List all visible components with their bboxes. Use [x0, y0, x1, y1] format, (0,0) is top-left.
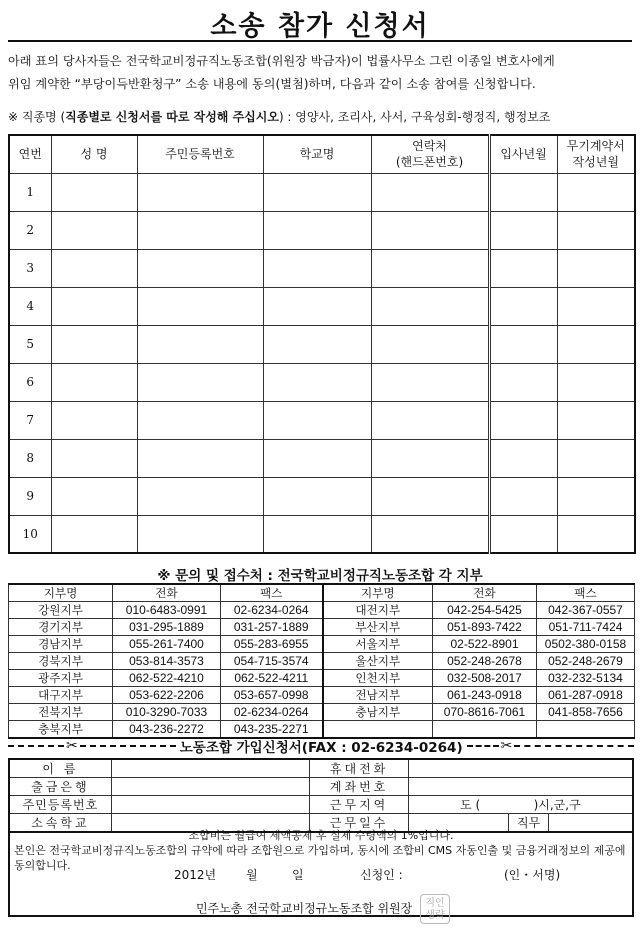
cell-hire-date[interactable] — [489, 401, 557, 439]
cell-hire-date[interactable] — [489, 173, 557, 211]
cell-name[interactable] — [51, 249, 137, 287]
header-hire-date: 입사년월 — [489, 135, 557, 173]
applicant-table — [8, 134, 636, 554]
cell-hire-date[interactable] — [489, 477, 557, 515]
cell-hire-date[interactable] — [489, 211, 557, 249]
cell-school[interactable] — [263, 211, 371, 249]
contact-header-tel: 전화 — [113, 584, 221, 602]
intro-paragraph — [8, 50, 636, 96]
applicant-row — [9, 401, 635, 439]
cell-seq: 1 — [9, 173, 51, 211]
cell-resident-number[interactable] — [137, 325, 263, 363]
cell-contract-date[interactable] — [557, 211, 635, 249]
branch-name: 강원지부 — [9, 602, 113, 619]
contact-row — [9, 687, 635, 704]
agreement-note: 본인은 전국학교비정규직노동조합의 규약에 따라 조합원으로 가입하며, 동시에 조합비 CMS 자동인출 및 금융거래정보의 제공에 동의합니다. — [14, 844, 626, 872]
label-phone: 휴대전화 — [310, 759, 408, 778]
label-account: 계좌번호 — [310, 778, 408, 796]
membership-form-title: 노동조합 가입신청서(FAX : 02-6234-0264) — [179, 740, 463, 756]
branch-name: 울산지부 — [323, 653, 433, 670]
cell-hire-date[interactable] — [489, 287, 557, 325]
applicant-row — [9, 439, 635, 477]
applicant-row — [9, 363, 635, 401]
cell-contract-date[interactable] — [557, 515, 635, 553]
branch-tel: 052-248-2678 — [433, 653, 537, 670]
branch-fax: 051-711-7424 — [537, 619, 635, 636]
cell-resident-number[interactable] — [137, 173, 263, 211]
cell-hire-date[interactable] — [489, 249, 557, 287]
branch-contact-table — [8, 583, 635, 739]
fee-note: 조합비는 월급여 세액공제 후 실제 수령액의 1%입니다. — [188, 829, 454, 842]
cell-contract-date[interactable] — [557, 439, 635, 477]
branch-tel: 031-295-1889 — [113, 619, 221, 636]
seal-stamp: 직인 생략 — [420, 894, 450, 924]
label-resident: 주민등록번호 — [9, 796, 111, 814]
cell-contact[interactable] — [371, 515, 489, 553]
branch-fax: 052-248-2679 — [537, 653, 635, 670]
cell-contact[interactable] — [371, 287, 489, 325]
applicant-table-header — [9, 135, 635, 173]
date-day: 일 — [292, 868, 304, 882]
date-month: 월 — [246, 868, 258, 882]
cell-name[interactable] — [51, 439, 137, 477]
branch-fax: 042-367-0557 — [537, 602, 635, 619]
membership-form — [8, 758, 634, 833]
membership-notes — [8, 823, 634, 921]
cell-resident-number[interactable] — [137, 211, 263, 249]
applicant-label: 신청인 : — [360, 868, 403, 882]
intro-line-2: 위임 계약한 “부당이득반환청구” 소송 내용에 동의(별첨)하며, 다음과 같이 소송 참여를 신청합니다. — [8, 77, 536, 91]
label-job: 직무 — [509, 814, 549, 833]
cut-dash — [467, 745, 499, 747]
region-field[interactable]: 도 ( )시,군,구 — [408, 796, 633, 814]
contact-header-tel: 전화 — [433, 584, 537, 602]
branch-tel: 042-254-5425 — [433, 602, 537, 619]
branch-fax: 032-232-5134 — [537, 670, 635, 687]
cell-seq: 4 — [9, 287, 51, 325]
cell-contact[interactable] — [371, 173, 489, 211]
cell-contract-date[interactable] — [557, 477, 635, 515]
branch-fax: 031-257-1889 — [221, 619, 323, 636]
contact-row — [9, 653, 635, 670]
title-underline — [8, 40, 632, 42]
scissors-icon: ✂ — [66, 738, 78, 754]
name-field[interactable] — [111, 759, 310, 778]
branch-tel: 061-243-0918 — [433, 687, 537, 704]
branch-name: 광주지부 — [9, 670, 113, 687]
branch-name: 충북지부 — [9, 721, 113, 739]
header-contact: 연락처 (핸드폰번호) — [371, 135, 489, 173]
applicant-row — [9, 287, 635, 325]
branch-fax: 061-287-0918 — [537, 687, 635, 704]
branch-name: 충남지부 — [323, 704, 433, 721]
intro-line-1: 아래 표의 당사자들은 전국학교비정규직노동조합(위원장 박금자)이 법률사무소 그린 이종일 변호사에게 — [8, 54, 555, 68]
applicant-row — [9, 515, 635, 553]
branch-tel: 02-522-8901 — [433, 636, 537, 653]
contact-header-fax: 팩스 — [537, 584, 635, 602]
branch-tel: 070-8616-7061 — [433, 704, 537, 721]
cut-dash — [8, 745, 64, 747]
branch-fax: 053-657-0998 — [221, 687, 323, 704]
job-notice-prefix: ※ 직종명 ( — [8, 110, 66, 124]
cell-hire-date[interactable] — [489, 439, 557, 477]
bank-field[interactable] — [111, 778, 310, 796]
applicant-row — [9, 477, 635, 515]
header-name: 성 명 — [51, 135, 137, 173]
cell-contract-date[interactable] — [557, 287, 635, 325]
branch-name: 부산지부 — [323, 619, 433, 636]
cell-resident-number[interactable] — [137, 249, 263, 287]
cell-seq: 9 — [9, 477, 51, 515]
cell-resident-number[interactable] — [137, 401, 263, 439]
cell-resident-number[interactable] — [137, 287, 263, 325]
branch-tel: 053-814-3573 — [113, 653, 221, 670]
cell-school[interactable] — [263, 363, 371, 401]
cell-contact[interactable] — [371, 211, 489, 249]
member-row-resident — [9, 796, 633, 814]
resident-field[interactable] — [111, 796, 310, 814]
branch-tel: 062-522-4210 — [113, 670, 221, 687]
cell-name[interactable] — [51, 401, 137, 439]
contact-row — [9, 670, 635, 687]
applicant-row — [9, 325, 635, 363]
cell-school[interactable] — [263, 249, 371, 287]
contact-row — [9, 619, 635, 636]
cell-seq: 6 — [9, 363, 51, 401]
label-days: 근무일수 — [310, 814, 408, 833]
cell-seq: 2 — [9, 211, 51, 249]
cell-school[interactable] — [263, 477, 371, 515]
label-name: 이 름 — [9, 759, 111, 778]
cell-school[interactable] — [263, 515, 371, 553]
contact-header-branch: 지부명 — [323, 584, 433, 602]
contact-row — [9, 602, 635, 619]
applicant-row — [9, 249, 635, 287]
cell-name[interactable] — [51, 287, 137, 325]
branch-tel: 010-3290-7033 — [113, 704, 221, 721]
cell-hire-date[interactable] — [489, 515, 557, 553]
cell-school[interactable] — [263, 325, 371, 363]
branch-name: 전북지부 — [9, 704, 113, 721]
contact-header-branch: 지부명 — [9, 584, 113, 602]
contact-row — [9, 704, 635, 721]
phone-field[interactable] — [408, 759, 633, 778]
header-seq: 연번 — [9, 135, 51, 173]
cell-resident-number[interactable] — [137, 363, 263, 401]
branch-name: 경기지부 — [9, 619, 113, 636]
branch-name: 대전지부 — [323, 602, 433, 619]
cell-contact[interactable] — [371, 439, 489, 477]
cell-contact[interactable] — [371, 363, 489, 401]
cell-seq: 7 — [9, 401, 51, 439]
cell-contract-date[interactable] — [557, 173, 635, 211]
cell-resident-number[interactable] — [137, 439, 263, 477]
branch-fax: 054-715-3574 — [221, 653, 323, 670]
cell-seq: 5 — [9, 325, 51, 363]
header-school: 학교명 — [263, 135, 371, 173]
header-contract-date: 무기계약서 작성년월 — [557, 135, 635, 173]
branch-fax: 043-235-2271 — [221, 721, 323, 739]
branch-fax: 02-6234-0264 — [221, 602, 323, 619]
scissors-icon: ✂ — [500, 738, 513, 754]
branch-fax: 062-522-4211 — [221, 670, 323, 687]
branch-fax: 02-6234-0264 — [221, 704, 323, 721]
cell-seq: 10 — [9, 515, 51, 553]
cell-hire-date[interactable] — [489, 363, 557, 401]
date-year: 2012년 — [174, 868, 217, 882]
cell-resident-number[interactable] — [137, 477, 263, 515]
job-notice-suffix: ) : 영양사, 조리사, 사서, 구육성회-행정직, 행정보조 — [278, 110, 551, 124]
cell-contact[interactable] — [371, 249, 489, 287]
branch-name: 인천지부 — [323, 670, 433, 687]
member-row-name — [9, 759, 633, 778]
label-school: 소속학교 — [9, 814, 111, 833]
cell-school[interactable] — [263, 287, 371, 325]
cell-contract-date[interactable] — [557, 249, 635, 287]
cell-name[interactable] — [51, 363, 137, 401]
contact-table-header — [9, 584, 635, 602]
cell-contact[interactable] — [371, 477, 489, 515]
cell-hire-date[interactable] — [489, 325, 557, 363]
seal-label: (인・서명) — [504, 868, 561, 882]
signer: 민주노총 전국학교비정규노동조합 위원장 — [195, 901, 413, 916]
branch-name: 서울지부 — [323, 636, 433, 653]
branch-tel: 043-236-2272 — [113, 721, 221, 739]
branch-fax: 0502-380-0158 — [537, 636, 635, 653]
account-field[interactable] — [408, 778, 633, 796]
cell-contract-date[interactable] — [557, 401, 635, 439]
header-resident-number: 주민등록번호 — [137, 135, 263, 173]
job-notice-bold: 직종별로 신청서를 따로 작성해 주십시오 — [65, 110, 279, 124]
cell-school[interactable] — [263, 439, 371, 477]
branch-name: 대구지부 — [9, 687, 113, 704]
cell-contact[interactable] — [371, 401, 489, 439]
cell-seq: 3 — [9, 249, 51, 287]
branch-name: 전남지부 — [323, 687, 433, 704]
page-title: 소송 참가 신청서 — [210, 11, 430, 42]
cell-name[interactable] — [51, 515, 137, 553]
cell-contract-date[interactable] — [557, 325, 635, 363]
cut-dash — [80, 745, 176, 747]
branch-tel: 053-622-2206 — [113, 687, 221, 704]
branch-tel: 051-893-7422 — [433, 619, 537, 636]
branch-fax: 041-858-7656 — [537, 704, 635, 721]
cell-name[interactable] — [51, 325, 137, 363]
branch-tel: 032-508-2017 — [433, 670, 537, 687]
label-bank: 출금은행 — [9, 778, 111, 796]
job-notice — [8, 108, 636, 125]
applicant-row — [9, 211, 635, 249]
cut-line — [8, 736, 634, 756]
cell-school[interactable] — [263, 173, 371, 211]
contact-row — [9, 636, 635, 653]
branch-tel: 055-261-7400 — [113, 636, 221, 653]
cell-name[interactable] — [51, 477, 137, 515]
cell-name[interactable] — [51, 211, 137, 249]
cell-school[interactable] — [263, 401, 371, 439]
cell-contact[interactable] — [371, 325, 489, 363]
branch-tel: 010-6483-0991 — [113, 602, 221, 619]
cell-name[interactable] — [51, 173, 137, 211]
cell-contract-date[interactable] — [557, 363, 635, 401]
contact-header-fax: 팩스 — [221, 584, 323, 602]
label-region: 근무지역 — [310, 796, 408, 814]
branch-fax: 055-283-6955 — [221, 636, 323, 653]
cell-resident-number[interactable] — [137, 515, 263, 553]
cell-seq: 8 — [9, 439, 51, 477]
member-row-bank — [9, 778, 633, 796]
cut-dash — [514, 745, 634, 747]
signature-line — [10, 894, 636, 924]
contact-title: ※ 문의 및 접수처 : 전국학교비정규직노동조합 각 지부 — [157, 568, 483, 584]
branch-name: 경남지부 — [9, 636, 113, 653]
branch-name: 경북지부 — [9, 653, 113, 670]
applicant-row — [9, 173, 635, 211]
